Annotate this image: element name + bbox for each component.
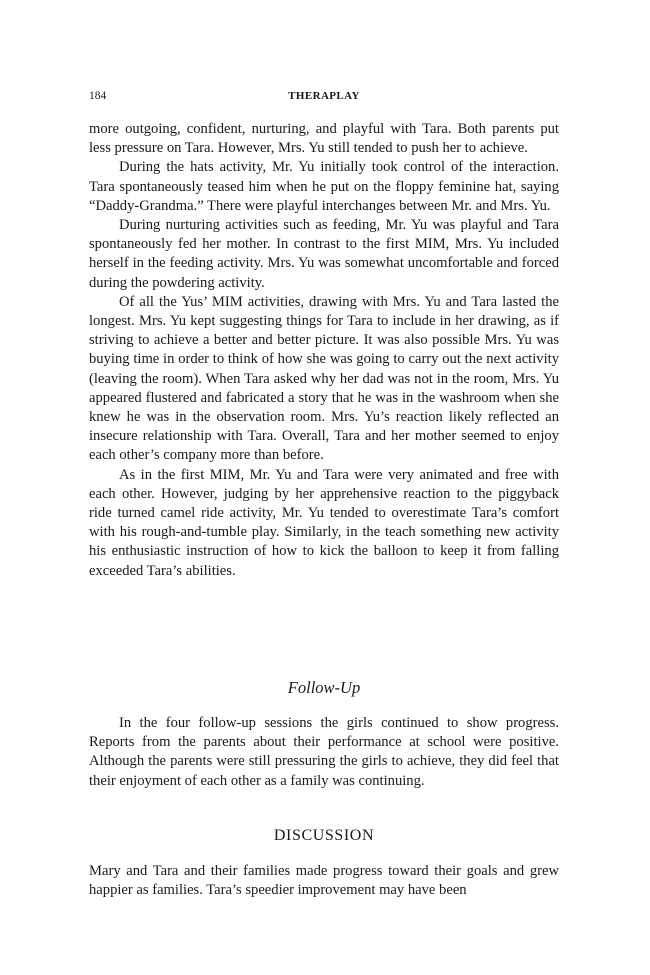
paragraph: During the hats activity, Mr. Yu initially took control of the interaction. Tara spontaneously teased him when he put on the floppy feminine hat, saying “Daddy-Grandma.” There were playful interchanges between Mr. and Mrs. Yu. [89,159,559,214]
paragraph: In the four follow-up sessions the girls continued to show progress. Reports from the parents about their performance at school were positive. Although the parents were still pressuring the girls to achieve, they did feel that their enjoyment of each other as a family was continuing. [89,715,559,789]
followup-text [89,714,559,791]
paragraph: As in the first MIM, Mr. Yu and Tara were very animated and free with each other. However, judging by her apprehensive reaction to the piggyback ride turned camel ride activity, Mr. Yu tended to overestimate Tara’s comfort with his rough-and-tumble play. Similarly, in the teach something new activity his enthusiastic instruction of how to kick the balloon to keep it from falling exceeded Tara’s abilities. [89,466,559,579]
page-number: 184 [89,90,107,102]
running-head [89,88,559,104]
followup-heading: Follow-Up [287,678,361,697]
discussion-heading: DISCUSSION [273,827,375,844]
paragraph: During nurturing activities such as feeding, Mr. Yu was playful and Tara spontaneously fed her mother. In contrast to the first MIM, Mrs. Yu included herself in the feeding activity. Mrs. Yu was somewhat uncomfortable and forced during the powdering activity. [89,217,559,291]
discussion-text [89,862,559,900]
paragraph: Of all the Yus’ MIM activities, drawing with Mrs. Yu and Tara lasted the longest. Mrs. Yu kept suggesting things for Tara to include in her drawing, as if striving to achieve a better and better picture. It was also possible Mrs. Yu was buying time in order to think of how she was going to carry out the next activity (leaving the room). When Tara asked why her dad was not in the room, Mrs. Yu appeared flustered and fabricated a story that he was in the washroom when she knew he was in the observation room. Mrs. Yu’s reaction likely reflected an insecure relationship with Tara. Overall, Tara and her mother seemed to enjoy each other’s company more than before. [89,293,559,464]
running-title: THERAPLAY [288,90,360,102]
body-text [89,120,559,581]
paragraph: Mary and Tara and their families made progress toward their goals and grew happier as families. Tara’s speedier improvement may have been [89,863,559,899]
paragraph: more outgoing, confident, nurturing, and playful with Tara. Both parents put less pressure on Tara. However, Mrs. Yu still tended to push her to achieve. [89,121,559,157]
